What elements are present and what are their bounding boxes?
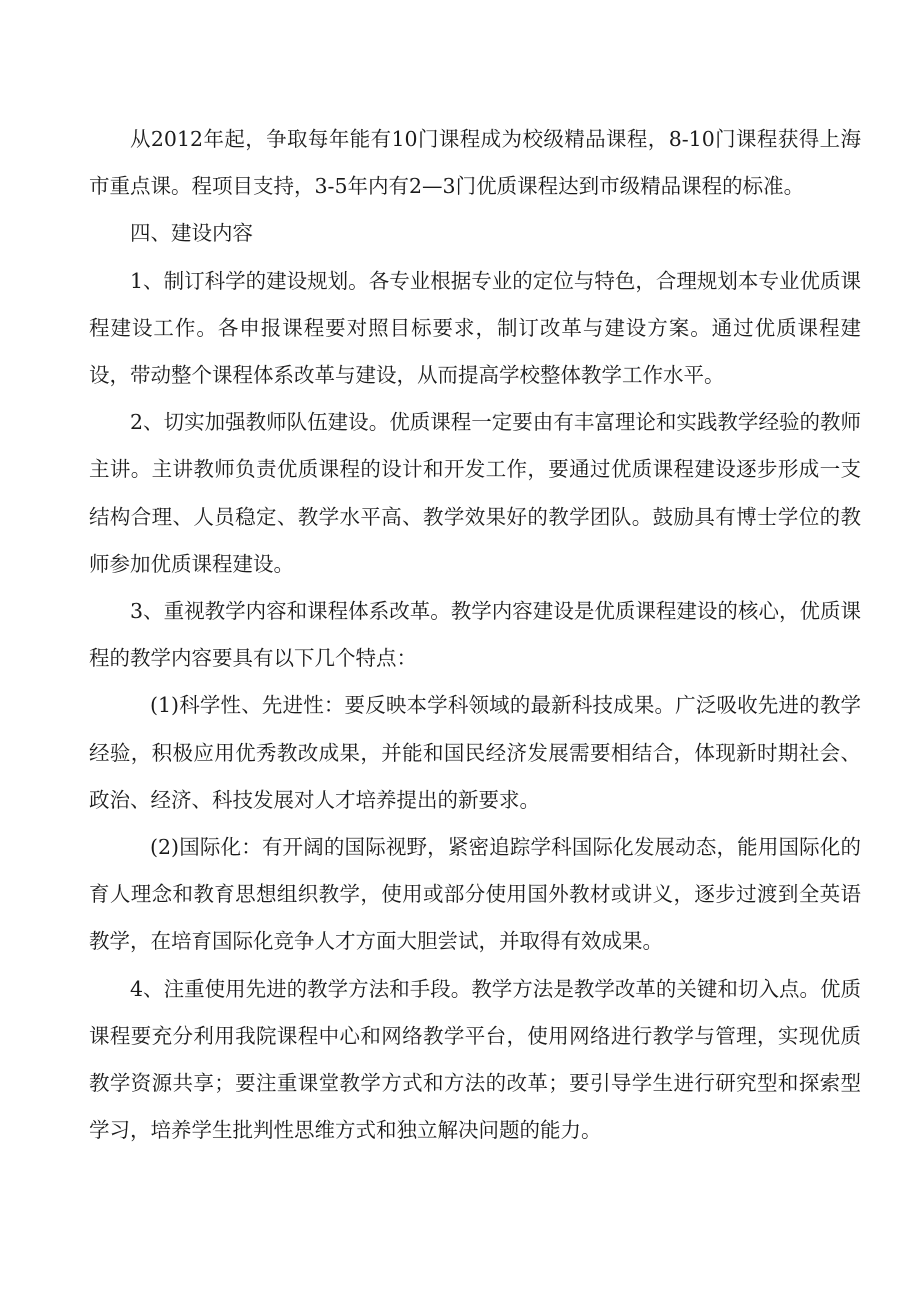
paragraph-item-1: 1、制订科学的建设规划。各专业根据专业的定位与特色，合理规划本专业优质课程建设工作。各申报课程要对照目标要求，制订改革与建设方案。通过优质课程建设，带动整个课程体系改革与建设，从而提高学校整体教学工作水平。 (89, 268, 861, 388)
paragraph-item-4: 4、注重使用先进的教学方法和手段。教学方法是教学改革的关键和切入点。优质课程要充分利用我院课程中心和网络教学平台，使用网络进行教学与管理，实现优质教学资源共享；要注重课堂教学方式和方法的改革；要引导学生进行研究型和探索型学习，培养学生批判性思维方式和独立解决问题的能力。 (89, 976, 861, 1143)
document-body (89, 116, 861, 1154)
paragraph-goal: 从2012年起，争取每年能有10门课程成为校级精品课程，8-10门课程获得上海市重点课。程项目支持，3-5年内有2—3门优质课程达到市级精品课程的标准。 (89, 127, 861, 199)
paragraph-subitem-2: (2)国际化：有开阔的国际视野，紧密追踪学科国际化发展动态，能用国际化的育人理念和教育思想组织教学，使用或部分使用国外教材或讲义，逐步过渡到全英语教学，在培育国际化竞争人才方面大胆尝试，并取得有效成果。 (89, 835, 861, 954)
section-heading-construction-content: 四、建设内容 (130, 221, 253, 246)
paragraph-subitem-1: (1)科学性、先进性：要反映本学科领域的最新科技成果。广泛吸收先进的教学经验，积极应用优秀教改成果，并能和国民经济发展需要相结合，体现新时期社会、政治、经济、科技发展对人才培养提出的新要求。 (89, 693, 861, 812)
paragraph-item-3: 3、重视教学内容和课程体系改革。教学内容建设是优质课程建设的核心，优质课程的教学内容要具有以下几个特点： (89, 599, 861, 671)
paragraph-item-2: 2、切实加强教师队伍建设。优质课程一定要由有丰富理论和实践教学经验的教师主讲。主讲教师负责优质课程的设计和开发工作，要通过优质课程建设逐步形成一支结构合理、人员稳定、教学水平高、教学效果好的教学团队。鼓励具有博士学位的教师参加优质课程建设。 (89, 410, 861, 576)
